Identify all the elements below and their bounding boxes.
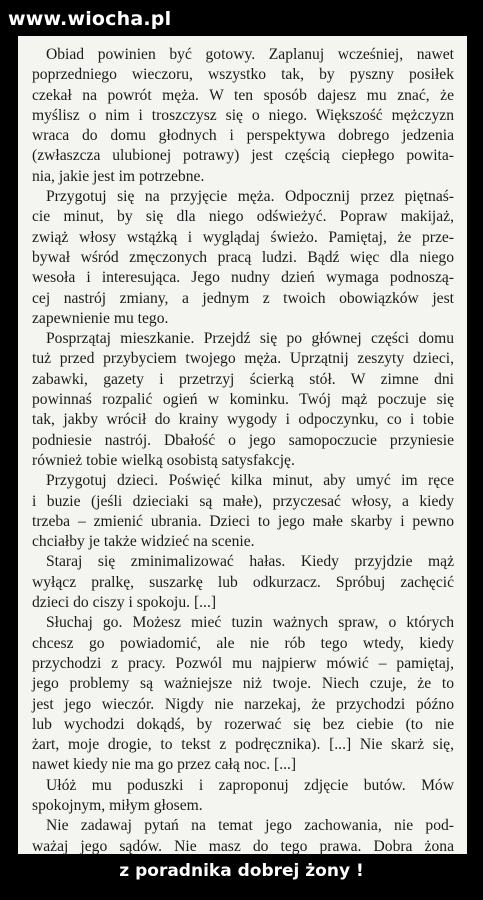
text-line: zabawki, gazety i przetrzyj ścierką stół. W zimne dni (32, 370, 454, 388)
text-line: Obiad powinien być gotowy. Zaplanuj wcześniej, nawet (46, 46, 454, 63)
text-line: Nie zadawaj pytań na temat jego zachowania, nie pod- (46, 817, 454, 835)
text-line: powinnaś rozpalić ogień w kominku. Twój mąż poczuje się (32, 391, 454, 409)
text-line: tak, jakby wrócił do krainy wygody i odpoczynku, co i tobie (32, 411, 454, 429)
text-line: Ułóż mu poduszki i zaproponuj zdjęcie butów. Mów (46, 776, 454, 794)
text-line: zwiąż włosy wstążką i wyglądaj świeżo. Pamiętaj, że prze- (32, 228, 454, 246)
text-line: dzieci do ciszy i spokoju. [...] (32, 594, 217, 612)
text-line: podniesie nastrój. Dbałość o jego samopoczucie przyniesie (32, 431, 454, 449)
paragraph (32, 45, 454, 187)
text-line: cie minut, by się dla niego odświeżyć. Popraw makijaż, (32, 208, 454, 226)
text-line: i buzie (jeśli dzieciaki są małe), przyczesać włosy, a kiedy (32, 492, 454, 510)
watermark-text: www.wiocha.pl (8, 8, 172, 30)
text-line: żart, moje drogie, to tekst z podręcznika). [...] Nie skarż się, (32, 736, 454, 754)
text-line: nawet kiedy nie ma go przez całą noc. [...] (32, 756, 297, 774)
text-line: lub wychodzi dokądś, by rozerwać się bez ciebie (to nie (32, 715, 454, 733)
text-line: Staraj się zminimalizować hałas. Kiedy przyjdzie mąż (46, 553, 454, 571)
paragraph (32, 776, 454, 817)
paragraph (32, 329, 454, 471)
text-line: tuż przed przybyciem twojego męża. Uprzątnij zeszyty dzieci, (32, 350, 454, 368)
text-line: Przygotuj dzieci. Poświęć kilka minut, aby umyć im ręce (46, 472, 454, 490)
text-line: chcesz go powiadomić, ale nie rób tego wtedy, kiedy (32, 634, 454, 652)
text-line: wesoła i interesująca. Jego nudny dzień wymaga podnoszą- (32, 269, 454, 287)
text-line: cej nastrój zmiany, a jednym z twoich obowiązków jest (32, 289, 454, 307)
paragraph (32, 187, 454, 329)
text-line: bywał wśród zmęczonych pracą ludzi. Bądź więc dla niego (32, 248, 454, 266)
paragraph (32, 552, 454, 613)
text-line: przychodzi z pracy. Pozwól mu najpierw mówić – pamiętaj, (32, 654, 454, 672)
text-line: ważaj jego sądów. Nie masz do tego prawa. Dobra żona (32, 837, 454, 854)
text-line: poprzedniego wieczoru, wszystko tak, by pyszny posiłek (32, 66, 454, 84)
text-line: Słuchaj go. Możesz mieć tuzin ważnych spraw, o których (46, 614, 454, 632)
text-line: zapewnienie mu tego. (32, 309, 169, 327)
text-line: trzeba – zmienić ubrania. Dzieci to jego małe skarby i pewno (32, 512, 454, 530)
text-line: również tobie wielką osobistą satysfakcję. (32, 451, 295, 469)
paragraph (32, 816, 454, 854)
page-text (32, 45, 454, 854)
text-line: jego problemy są ważniejsze niż twoje. Niech czuje, że to (32, 675, 454, 693)
text-line: (zwłaszcza ulubionej potrawy) jest częścią ciepłego powita- (32, 147, 454, 165)
text-line: wyłącz pralkę, suszarkę lub odkurzacz. Spróbuj zachęcić (32, 573, 454, 591)
book-page (18, 36, 467, 854)
paragraph (32, 613, 454, 775)
text-line: myślisz o nim i troszczysz się o niego. Większość mężczyzn (32, 106, 454, 124)
text-line: wraca do domu głodnych i perspektywa dobrego jedzenia (32, 127, 454, 145)
text-line: chciałby je także widzieć na scenie. (32, 533, 255, 551)
paragraph (32, 471, 454, 552)
text-line: czekał na powrót męża. W ten sposób dajesz mu znać, że (32, 86, 454, 104)
text-line: nia, jakie jest im potrzebne. (32, 167, 205, 185)
text-line: Przygotuj się na przyjęcie męża. Odpocznij przez piętnaś- (46, 188, 454, 206)
text-line: jest jego wieczór. Nigdy nie narzekaj, że przychodzi późno (32, 695, 454, 713)
caption-text: z poradnika dobrej żony ! (119, 861, 364, 881)
text-line: spokojnym, miłym głosem. (32, 796, 203, 814)
text-line: Posprzątaj mieszkanie. Przejdź się po głównej części domu (46, 330, 454, 348)
